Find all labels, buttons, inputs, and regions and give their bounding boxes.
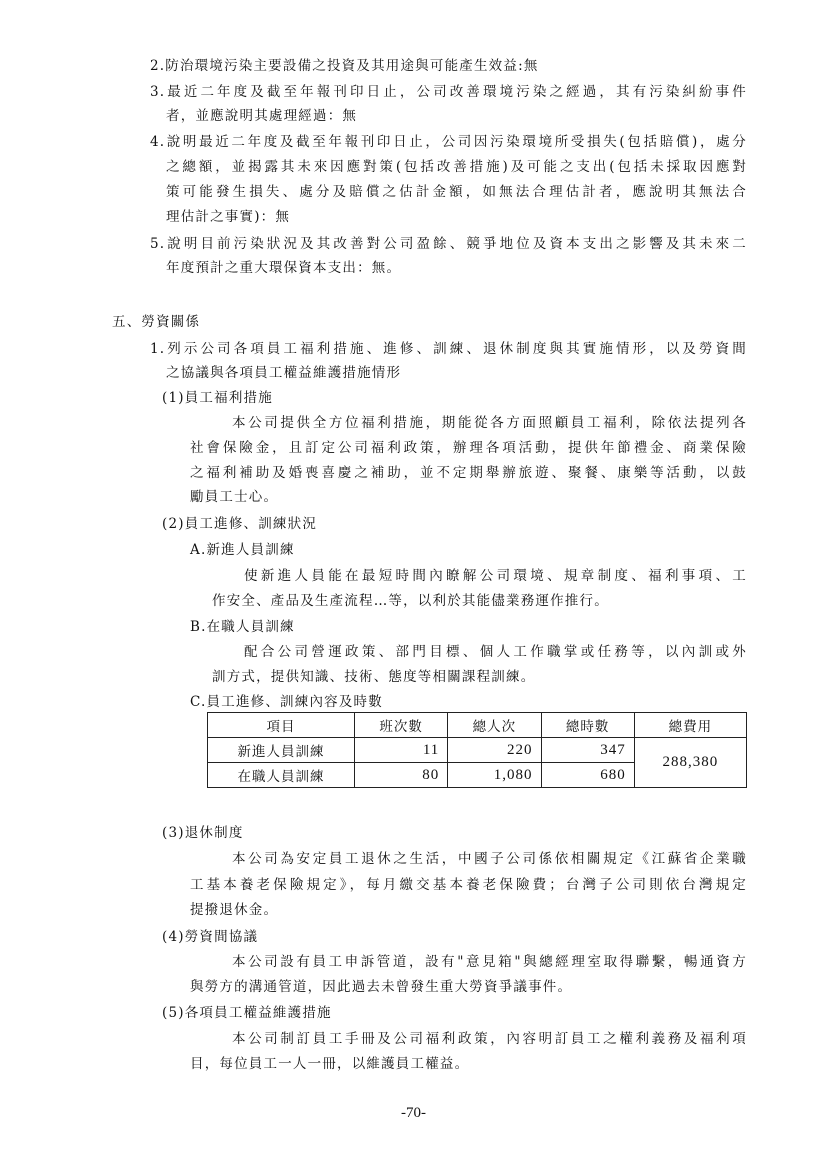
rights-line-1: 本公司制訂員工手冊及公司福利政策，內容明訂員工之權利義務及福利項 [232, 1031, 747, 1047]
new-hire-training-line-2: 作安全、產品及生產流程…等，以利於其能儘業務運作推行。 [212, 593, 609, 609]
onjob-training-title: B.在職人員訓練 [190, 619, 295, 635]
welfare-line-3: 之福利補助及婚喪喜慶之補助，並不定期舉辦旅遊、聚餐、康樂等活動，以鼓 [190, 465, 747, 481]
table-row [208, 738, 747, 763]
env-item-3-line-2: 者，並應說明其處理經過：無 [166, 108, 358, 124]
env-item-4-line-4: 理估計之事實)：無 [166, 209, 291, 225]
onjob-training-line-2: 訓方式，提供知識、技術、態度等相關課程訓練。 [212, 669, 536, 685]
page-number: -70- [401, 1105, 426, 1121]
welfare-line-2: 社會保險金，且訂定公司福利政策，辦理各項活動，提供年節禮金、商業保險 [190, 440, 747, 456]
table-header-people: 總人次 [448, 713, 541, 738]
retirement-line-3: 提撥退休金。 [190, 902, 279, 918]
env-item-4-line-3: 策可能發生損失、處分及賠償之估計金額，如無法合理估計者，應說明其無法合 [166, 184, 747, 200]
env-item-2: 2.防治環境污染主要設備之投資及其用途與可能產生效益:無 [150, 58, 539, 74]
table-header-cost: 總費用 [634, 713, 746, 738]
env-item-4-line-2: 之總額，並揭露其未來因應對策(包括改善措施)及可能之支出(包括未採取因應對 [166, 159, 747, 175]
welfare-line-4: 勵員工士心。 [190, 489, 279, 505]
new-hire-training-line-1: 使新進人員能在最短時間內瞭解公司環境、規章制度、福利事項、工 [244, 568, 747, 584]
table-header-classes: 班次數 [355, 713, 448, 738]
env-item-4-line-1: 4.說明最近二年度及截至年報刊印日止，公司因污染環境所受損失(包括賠償)，處分 [150, 134, 747, 150]
rights-line-2: 目，每位員工一人一冊，以維護員工權益。 [190, 1056, 470, 1072]
agreement-line-2: 與勞方的溝通管道，因此過去未曾發生重大勞資爭議事件。 [190, 979, 573, 995]
welfare-title: (1)員工福利措施 [162, 390, 273, 406]
table-cell-people: 220 [448, 738, 541, 763]
section-heading-labor: 五、勞資關係 [112, 314, 201, 330]
rights-title: (5)各項員工權益維護措施 [162, 1005, 332, 1021]
table-cell-classes: 80 [355, 763, 448, 788]
table-cell-label: 在職人員訓練 [208, 763, 355, 788]
agreement-line-1: 本公司設有員工申訴管道，設有"意見箱"與總經理室取得聯繫，暢通資方 [232, 954, 747, 970]
agreement-title: (4)勞資間協議 [162, 929, 259, 945]
retirement-title: (3)退休制度 [162, 825, 244, 841]
table-cell-total-cost: 288,380 [634, 738, 746, 788]
table-cell-people: 1,080 [448, 763, 541, 788]
table-header-row [208, 713, 747, 738]
training-table-title: C.員工進修、訓練內容及時數 [190, 694, 383, 710]
env-item-3-line-1: 3.最近二年度及截至年報刊印日止，公司改善環境污染之經過，其有污染糾紛事件 [150, 84, 747, 100]
env-item-5-line-2: 年度預計之重大環保資本支出：無。 [166, 260, 402, 276]
retirement-line-2: 工基本養老保險規定》，每月繳交基本養老保險費；台灣子公司則依台灣規定 [190, 877, 747, 893]
onjob-training-line-1: 配合公司營運政策、部門目標、個人工作職掌或任務等，以內訓或外 [244, 644, 747, 660]
table-cell-label: 新進人員訓練 [208, 738, 355, 763]
welfare-line-1: 本公司提供全方位福利措施，期能從各方面照顧員工福利，除依法提列各 [232, 415, 747, 431]
labor-p1-line-1: 1.列示公司各項員工福利措施、進修、訓練、退休制度與其實施情形，以及勞資間 [150, 341, 747, 357]
env-item-5-line-1: 5.說明目前污染狀況及其改善對公司盈餘、競爭地位及資本支出之影響及其未來二 [150, 236, 747, 252]
table-cell-hours: 347 [541, 738, 634, 763]
table-cell-classes: 11 [355, 738, 448, 763]
labor-p1-line-2: 之協議與各項員工權益維護措施情形 [166, 365, 402, 381]
new-hire-training-title: A.新進人員訓練 [190, 542, 295, 558]
training-title: (2)員工進修、訓練狀況 [162, 516, 318, 532]
table-header-item: 項目 [208, 713, 355, 738]
training-table [207, 712, 747, 788]
table-header-hours: 總時數 [541, 713, 634, 738]
table-cell-hours: 680 [541, 763, 634, 788]
retirement-line-1: 本公司為安定員工退休之生活，中國子公司係依相關規定《江蘇省企業職 [232, 851, 747, 867]
